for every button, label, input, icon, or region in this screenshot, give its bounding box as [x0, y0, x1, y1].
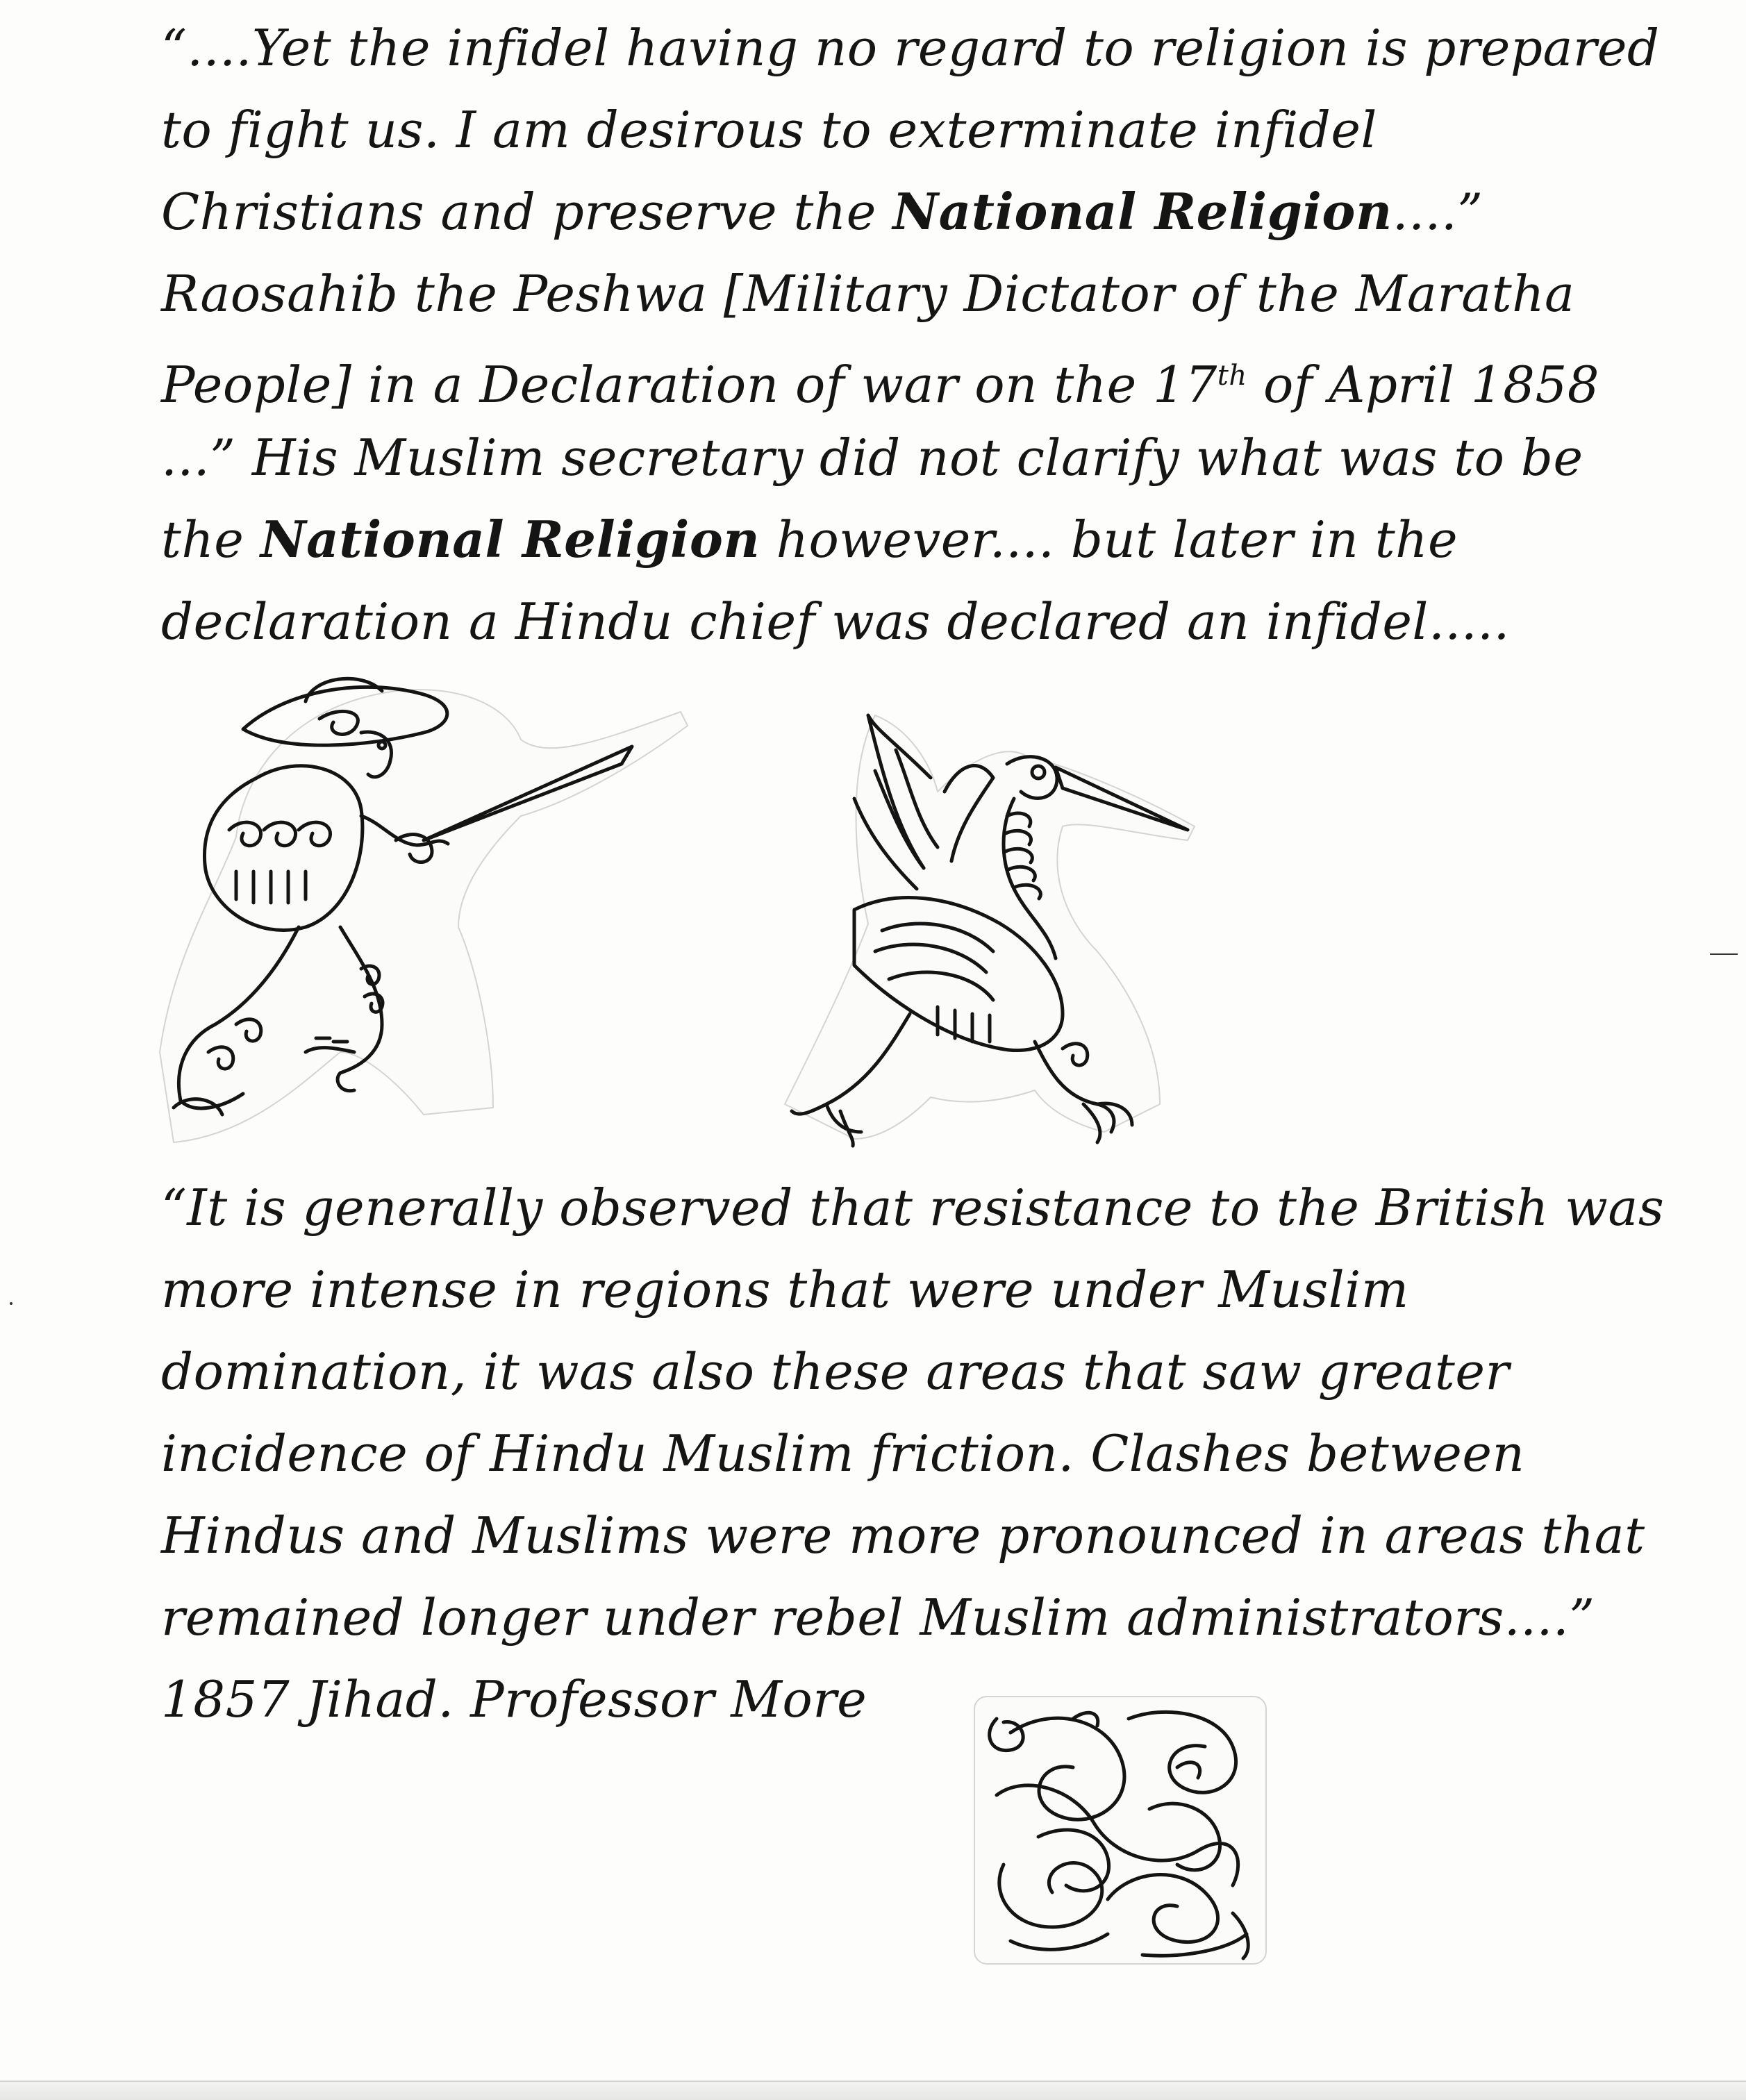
quote-line: domination, it was also these areas that saw greater	[161, 1342, 1510, 1401]
quote-line: Christians and preserve the National Religion....”	[161, 182, 1483, 241]
quote-line: ...” His Muslim secretary did not clarify what was to be	[161, 428, 1583, 487]
scan-mark	[1710, 953, 1738, 955]
flourish-drawing	[969, 1691, 1271, 1969]
quote-line: “It is generally observed that resistance to the British was	[161, 1178, 1665, 1237]
quote-line: Raosahib the Peshwa [Military Dictator of the Maratha	[161, 265, 1575, 323]
peshwa-declaration-quote	[161, 7, 1660, 662]
citation: 1857 Jihad. Professor More	[161, 1670, 867, 1728]
quote-line: incidence of Hindu Muslim friction. Clashes between	[161, 1424, 1525, 1483]
quote-line: to fight us. I am desirous to exterminate infidel	[161, 101, 1377, 159]
scan-edge	[0, 2081, 1746, 2100]
swordsman-drawing	[132, 663, 701, 1149]
quote-line: People] in a Declaration of war on the 17th of April 1858	[161, 356, 1600, 414]
scan-speck	[10, 1302, 13, 1305]
quote-line: Hindus and Muslims were more pronounced in areas that	[161, 1506, 1645, 1565]
quote-line: declaration a Hindu chief was declared an infidel.....	[161, 592, 1510, 651]
quote-line: “....Yet the infidel having no regard to religion is prepared	[161, 19, 1660, 77]
quote-line: the National Religion however.... but later in the	[161, 510, 1458, 569]
national-religion-emphasis: National Religion	[260, 510, 760, 569]
bird-drawing	[771, 688, 1215, 1153]
quote-line: remained longer under rebel Muslim administrators....”	[161, 1588, 1595, 1647]
quote-line: more intense in regions that were under Muslim	[161, 1260, 1409, 1319]
national-religion-emphasis: National Religion	[892, 182, 1392, 241]
professor-more-quote	[161, 1167, 1665, 1740]
